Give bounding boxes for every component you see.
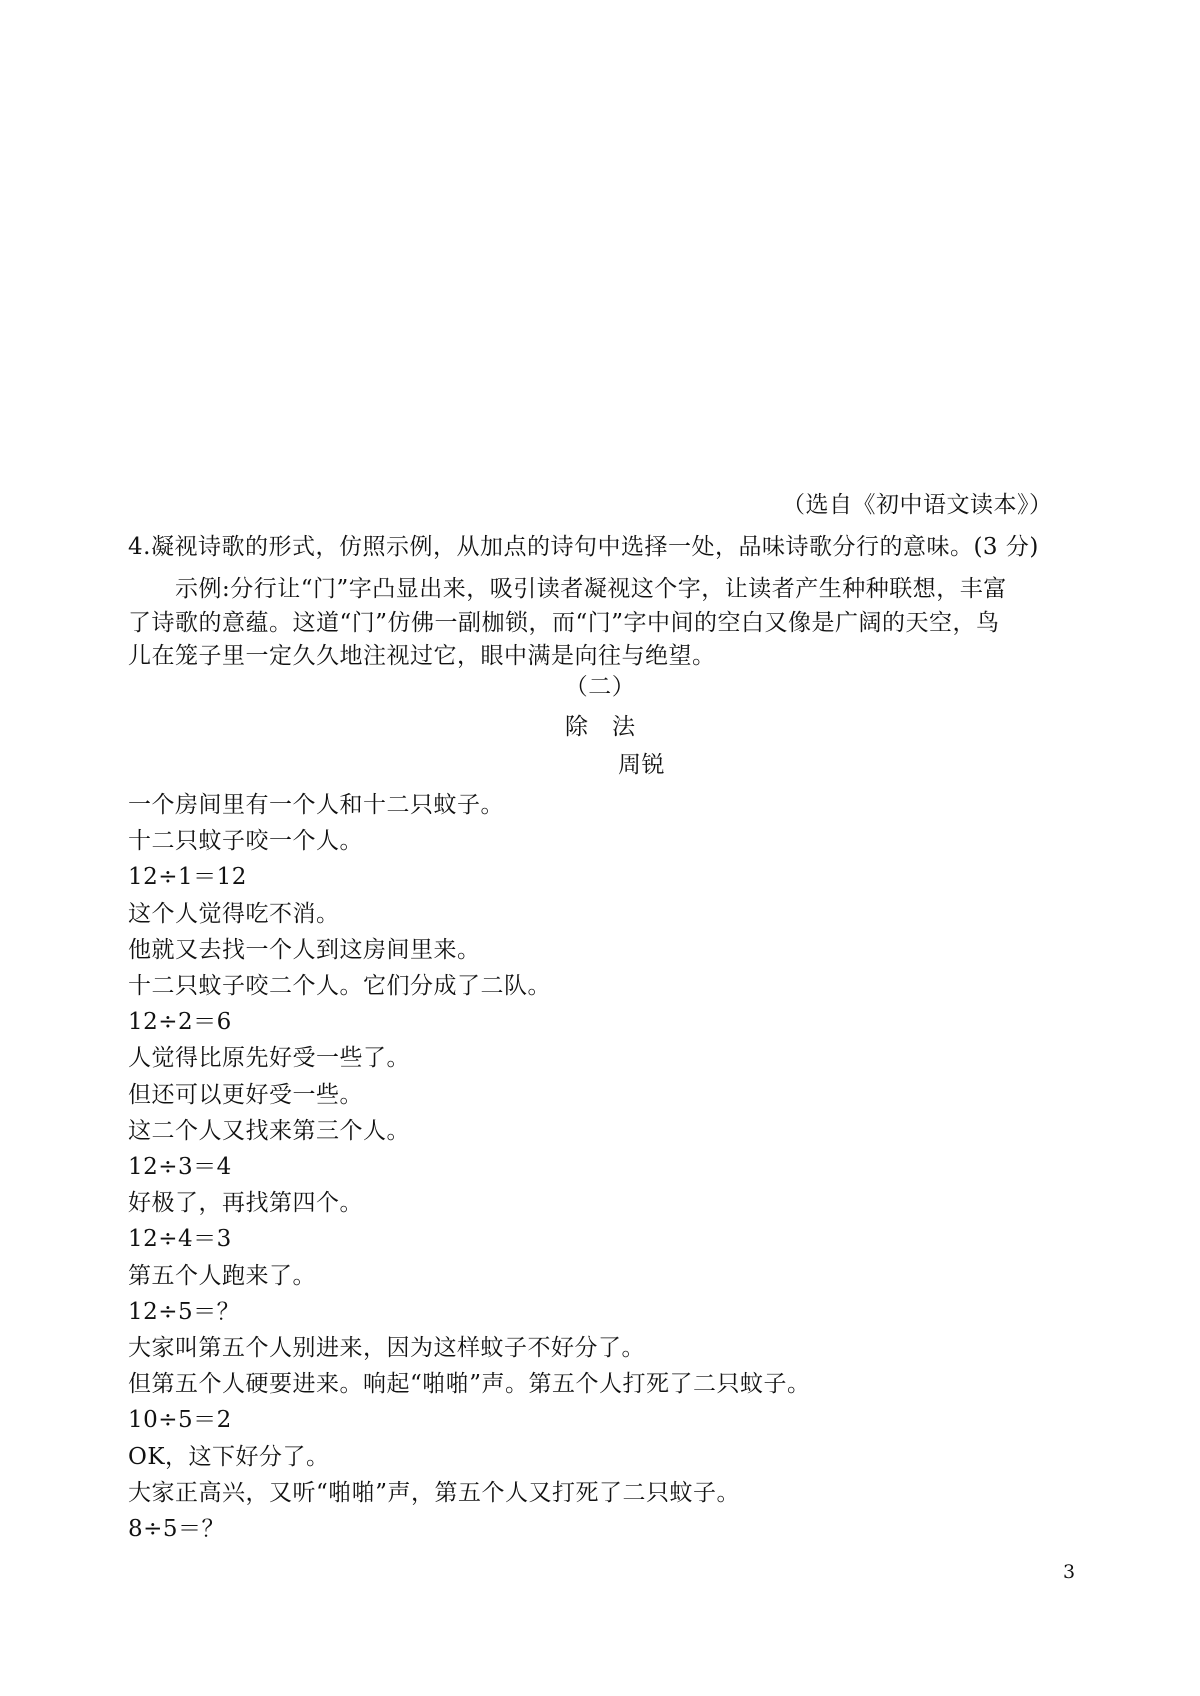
source-citation: （选自《初中语文读本》） [782,492,1053,518]
poem-line: 但第五个人硬要进来。响起“啪啪”声。第五个人打死了二只蚊子。 [128,1371,811,1398]
poem-line: 8÷5＝？ [128,1516,226,1543]
poem-author: 周锐 [618,752,665,778]
poem-line: 12÷4＝3 [128,1226,232,1253]
poem-line: 12÷2＝6 [128,1009,232,1036]
poem-title: 除法 [565,714,659,740]
poem-line: 十二只蚊子咬一个人。 [128,828,363,855]
poem-line: 一个房间里有一个人和十二只蚊子。 [128,792,504,818]
example-line-1: 示例:分行让“门”字凸显出来，吸引读者凝视这个字，让读者产生种种联想，丰富 [128,576,1007,602]
poem-line: 12÷3＝4 [128,1154,232,1181]
page-number: 3 [1063,1561,1076,1583]
poem-line: 大家正高兴，又听“啪啪”声，第五个人又打死了二只蚊子。 [128,1479,741,1506]
poem-line: 他就又去找一个人到这房间里来。 [128,936,481,963]
poem-line: 这二个人又找来第三个人。 [128,1117,410,1144]
poem-line: 好极了，再找第四个。 [128,1190,363,1217]
poem-line: 人觉得比原先好受一些了。 [128,1045,410,1072]
section-number: （二） [564,674,636,700]
poem-line: 这个人觉得吃不消。 [128,900,340,927]
poem-line: 第五个人跑来了。 [128,1262,316,1289]
example-line-3: 儿在笼子里一定久久地注视过它，眼中满是向往与绝望。 [128,643,716,669]
example-line-2: 了诗歌的意蕴。这道“门”仿佛一副枷锁，而“门”字中间的空白又像是广阔的天空，鸟 [128,610,1000,636]
question-4: 4.凝视诗歌的形式，仿照示例，从加点的诗句中选择一处，品味诗歌分行的意味。(3 分) [128,534,1039,560]
poem-body [128,787,811,1547]
poem-line: 大家叫第五个人别进来，因为这样蚊子不好分了。 [128,1335,645,1362]
poem-line: 但还可以更好受一些。 [128,1081,363,1108]
poem-line: OK，这下好分了。 [128,1443,330,1470]
poem-line: 12÷1＝12 [128,864,247,891]
poem-line: 12÷5＝？ [128,1298,241,1325]
poem-line: 10÷5＝2 [128,1407,232,1434]
poem-line: 十二只蚊子咬二个人。它们分成了二队。 [128,973,551,1000]
